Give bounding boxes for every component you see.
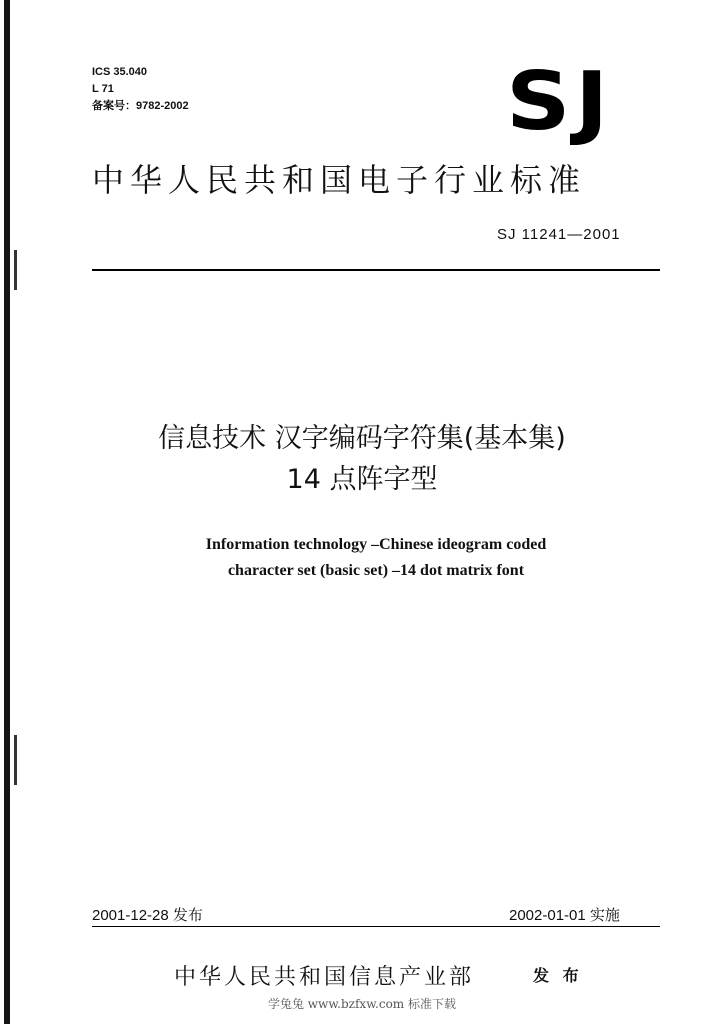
ics-code: ICS 35.040 xyxy=(92,66,148,78)
footer-divider xyxy=(92,926,660,927)
chinese-title-line-2: 14 点阵字型 xyxy=(286,464,438,495)
english-title-line-1: Information technology –Chinese ideogram coded xyxy=(205,536,547,553)
publisher-name: 中华人民共和国信息产业部 xyxy=(174,965,475,990)
standard-number: SJ 11241—2001 xyxy=(497,226,621,243)
document-metadata xyxy=(92,64,189,115)
watermark-text: 学兔兔 www.bzfxw.com 标准下载 xyxy=(267,997,457,1011)
filing-number: 备案号：9782-2002 xyxy=(92,100,189,112)
standard-category-title: 中华人民共和国电子行业标准 xyxy=(92,161,587,199)
sj-logo: SJ xyxy=(506,55,613,148)
classification-code: L 71 xyxy=(92,83,114,95)
publish-label: 发 布 xyxy=(533,966,583,985)
header-divider xyxy=(92,269,660,271)
scan-edge xyxy=(4,0,10,1024)
chinese-title-line-1: 信息技术 汉字编码字符集(基本集) xyxy=(158,423,566,454)
chinese-title xyxy=(0,418,724,500)
english-title-line-2: character set (basic set) –14 dot matrix font xyxy=(227,562,525,579)
implementation-date: 2002-01-01 实施 xyxy=(509,907,620,924)
scan-mark xyxy=(14,735,17,785)
scan-mark xyxy=(14,250,17,290)
issue-date: 2001-12-28 发布 xyxy=(92,907,203,924)
english-title xyxy=(0,532,724,584)
